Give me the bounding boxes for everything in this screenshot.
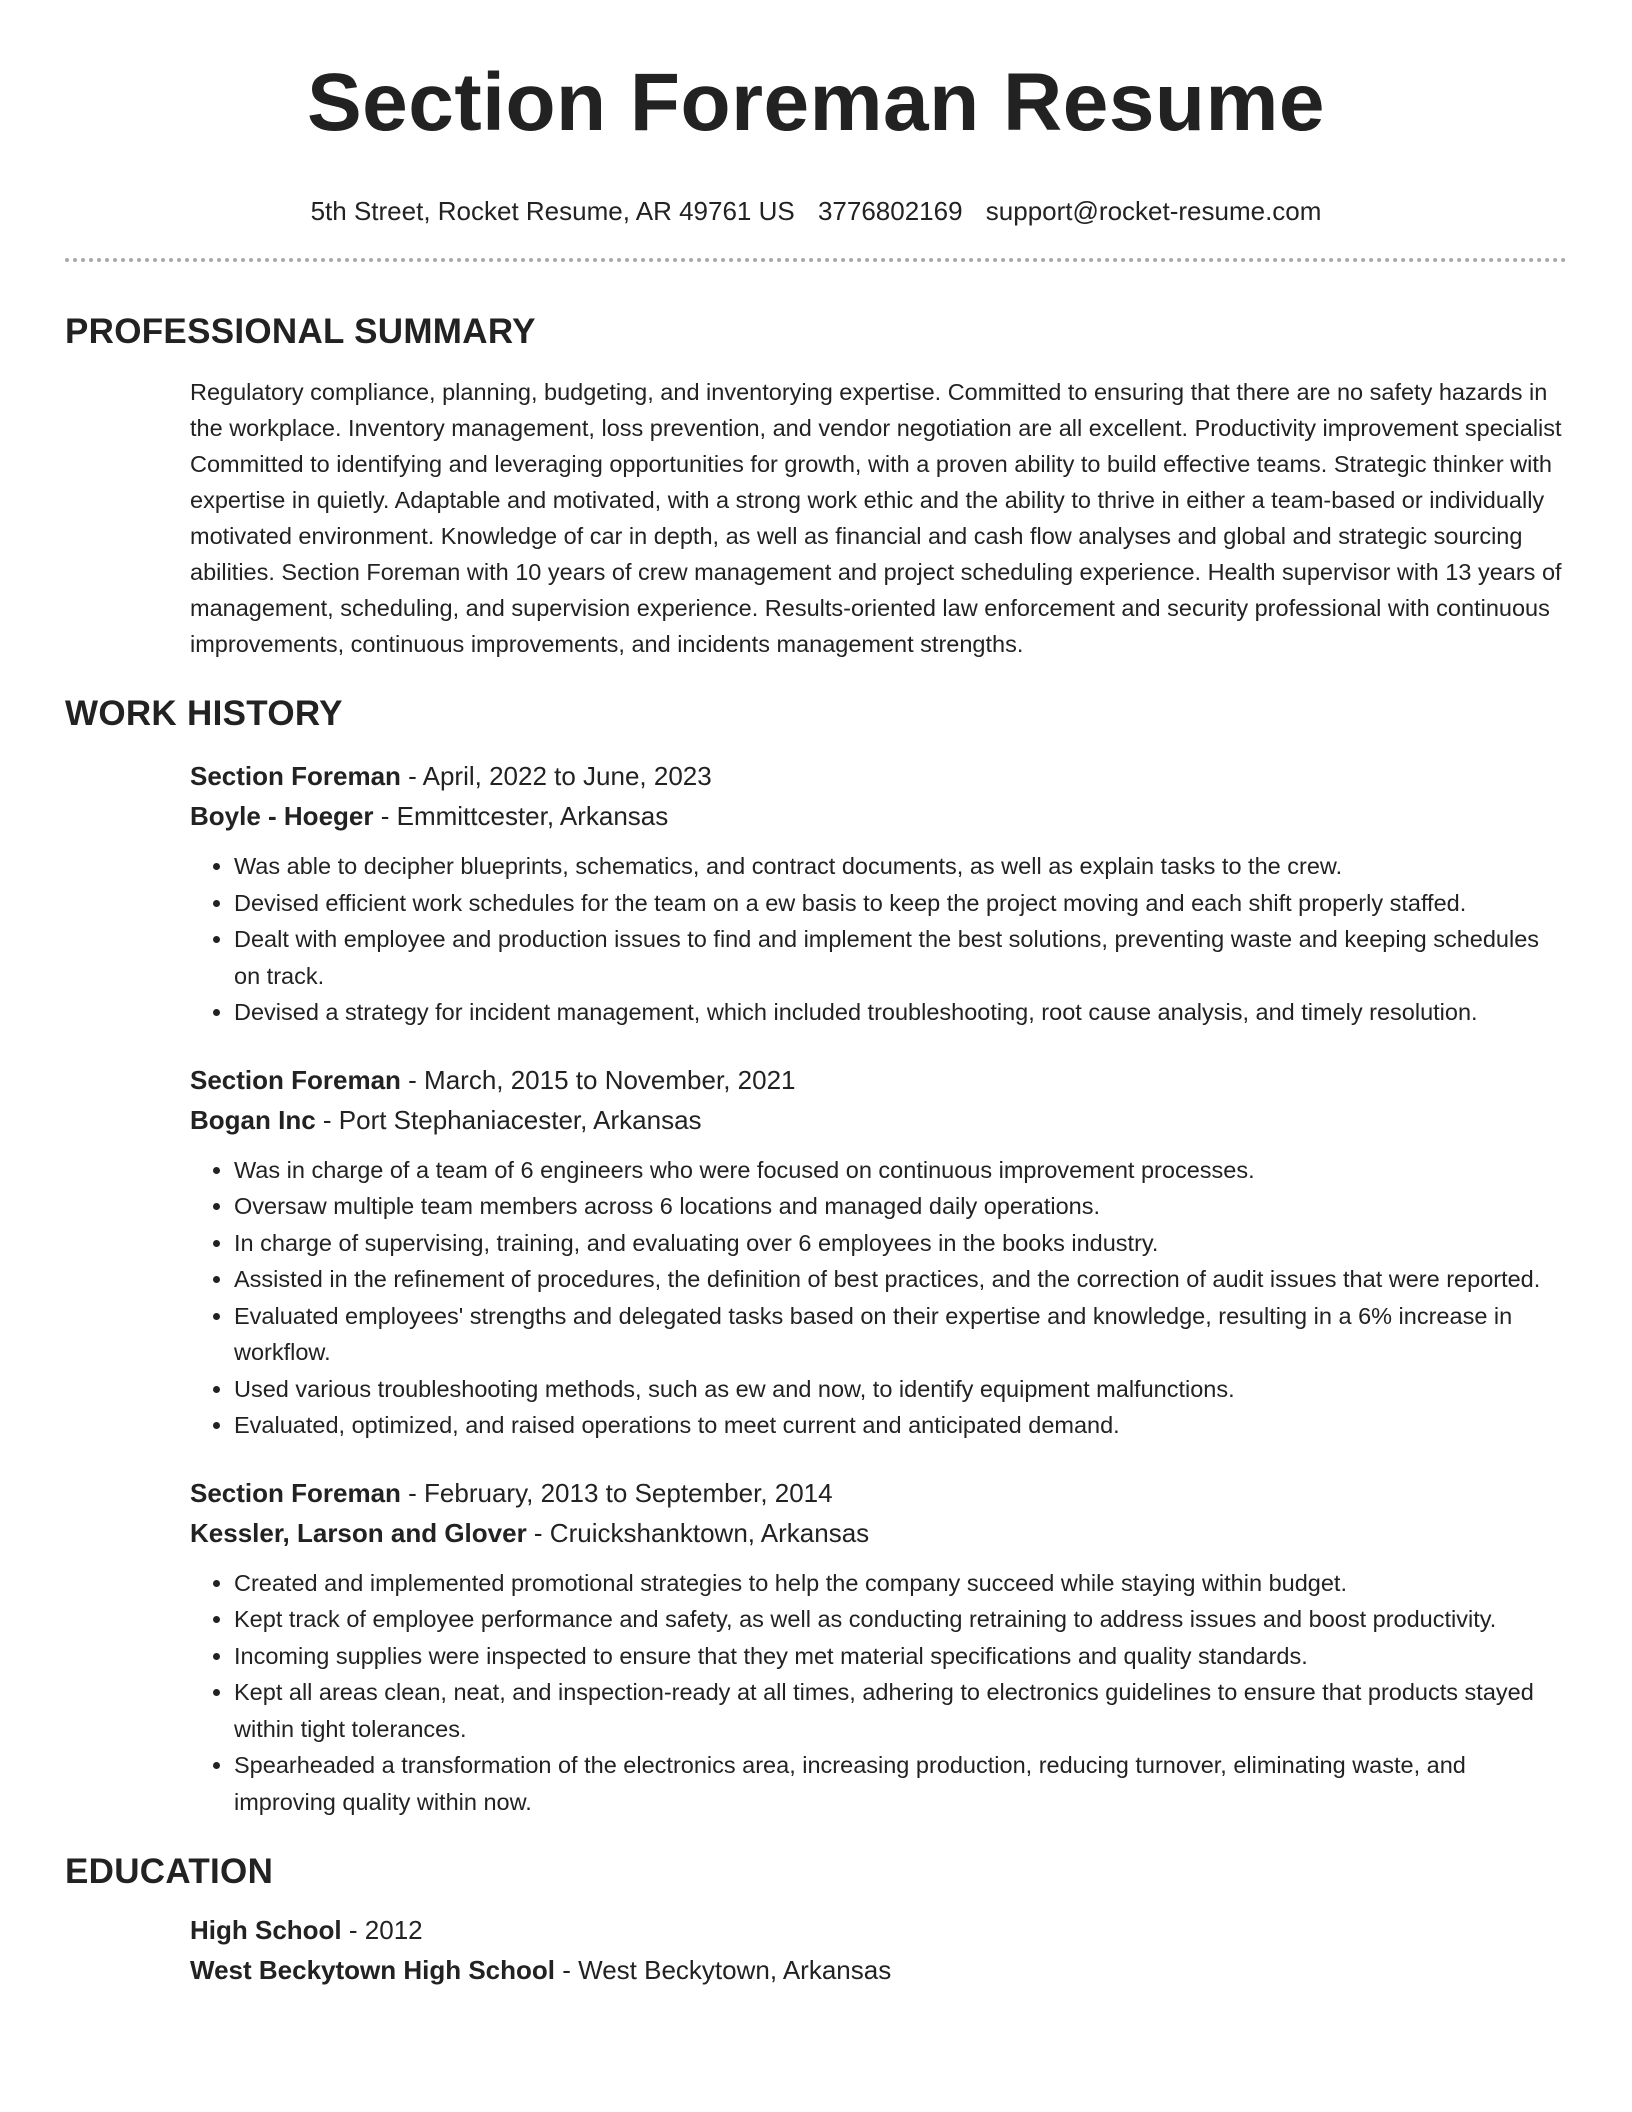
school-line	[190, 1950, 1567, 1990]
degree-line	[190, 1910, 1567, 1950]
job-company-line	[190, 1100, 1567, 1140]
job-company-line	[190, 796, 1567, 836]
job-bullet-list	[190, 1152, 1567, 1444]
list-item: • Incoming supplies were inspected to ensure that they met material specifications and quality standards.	[234, 1638, 1567, 1675]
job-role: Section Foreman	[190, 1477, 401, 1508]
education-section	[65, 1850, 1567, 1990]
summary-body	[190, 374, 1567, 662]
summary-text: Regulatory compliance, planning, budgeting, and inventorying expertise. Committed to ensuring that there are no safety hazards in the workplace. Inventory management, loss prevention, and vendor negotiation are all excellent. Productivity improvement specialist Committed to identifying and leveraging opportunities for growth, with a proven ability to build effective teams. Strategic thinker with expertise in quietly. Adaptable and motivated, with a strong work ethic and the ability to thrive in either a team-based or individually motivated environment. Knowledge of car in depth, as well as financial and cash flow analyses and global and strategic sourcing abilities. Section Foreman with 10 years of crew management and project scheduling experience. Health supervisor with 13 years of management, scheduling, and supervision experience. Results-oriented law enforcement and security professional with continuous improvements, continuous improvements, and incidents management strengths.	[190, 379, 1562, 657]
job-role: Section Foreman	[190, 761, 401, 791]
job-title-line	[190, 1473, 1567, 1513]
list-item: • Assisted in the refinement of procedures, the definition of best practices, and the correction of audit issues that were reported.	[234, 1261, 1567, 1298]
list-item: • Dealt with employee and production issues to find and implement the best solutions, preventing waste and keeping schedules on track.	[234, 921, 1567, 994]
contact-line	[65, 194, 1567, 228]
degree-name: High School	[190, 1915, 342, 1945]
resume-header	[65, 0, 1567, 228]
job-bullet-list	[190, 848, 1567, 1031]
contact-email: support@rocket-resume.com	[985, 196, 1322, 226]
list-item: • Spearheaded a transformation of the electronics area, increasing production, reducing turnover, eliminating waste, and improving quality within now.	[234, 1747, 1567, 1820]
contact-phone: 3776802169	[817, 196, 963, 226]
job-entry	[190, 1473, 1567, 1821]
school-location: - West Beckytown, Arkansas	[555, 1955, 892, 1985]
list-item: • Was in charge of a team of 6 engineers who were focused on continuous improvement processes.	[234, 1152, 1567, 1189]
job-company-line	[190, 1513, 1567, 1553]
work-history-section	[65, 692, 1567, 1820]
education-heading: EDUCATION	[65, 1852, 274, 1891]
list-item: • Created and implemented promotional strategies to help the company succeed while staying within budget.	[234, 1565, 1567, 1602]
job-dates: - February, 2013 to September, 2014	[400, 1477, 833, 1508]
job-company: Kessler, Larson and Glover	[190, 1517, 527, 1548]
list-item: • Used various troubleshooting methods, such as ew and now, to identify equipment malfunctions.	[234, 1371, 1567, 1408]
job-role: Section Foreman	[190, 1064, 401, 1095]
job-title-line	[190, 756, 1567, 796]
resume-title: Section Foreman Resume	[306, 57, 1326, 148]
job-bullet-list	[190, 1565, 1567, 1821]
list-item: • Devised a strategy for incident management, which included troubleshooting, root cause analysis, and timely resolution.	[234, 994, 1567, 1031]
list-item: • Evaluated employees' strengths and delegated tasks based on their expertise and knowledge, resulting in a 6% increase in workflow.	[234, 1298, 1567, 1371]
summary-section	[65, 310, 1567, 662]
education-entry	[190, 1910, 1567, 1990]
list-item: • Devised efficient work schedules for the team on a ew basis to keep the project moving and each shift properly staffed.	[234, 885, 1567, 922]
work-history-heading: WORK HISTORY	[65, 694, 343, 733]
contact-address: 5th Street, Rocket Resume, AR 49761 US	[310, 196, 795, 226]
job-company: Boyle - Hoeger	[190, 801, 374, 831]
list-item: • In charge of supervising, training, and evaluating over 6 employees in the books industry.	[234, 1225, 1567, 1262]
job-entry	[190, 756, 1567, 1031]
list-item: • Evaluated, optimized, and raised operations to meet current and anticipated demand.	[234, 1407, 1567, 1444]
job-dates: - April, 2022 to June, 2023	[400, 761, 712, 791]
job-entry	[190, 1060, 1567, 1444]
job-company: Bogan Inc	[190, 1104, 316, 1135]
job-location: - Port Stephaniacester, Arkansas	[315, 1104, 702, 1135]
job-dates: - March, 2015 to November, 2021	[400, 1064, 796, 1095]
list-item: • Oversaw multiple team members across 6 locations and managed daily operations.	[234, 1188, 1567, 1225]
degree-year: - 2012	[341, 1915, 423, 1945]
header-divider	[65, 258, 1567, 262]
summary-heading: PROFESSIONAL SUMMARY	[65, 312, 536, 351]
school-name: West Beckytown High School	[190, 1955, 556, 1985]
list-item: • Kept all areas clean, neat, and inspection-ready at all times, adhering to electronics guidelines to ensure that products stayed within tight tolerances.	[234, 1674, 1567, 1747]
job-title-line	[190, 1060, 1567, 1100]
list-item: • Was able to decipher blueprints, schematics, and contract documents, as well as explain tasks to the crew.	[234, 848, 1567, 885]
job-location: - Cruickshanktown, Arkansas	[526, 1517, 870, 1548]
job-location: - Emmittcester, Arkansas	[373, 801, 669, 831]
list-item: • Kept track of employee performance and safety, as well as conducting retraining to address issues and boost productivity.	[234, 1601, 1567, 1638]
